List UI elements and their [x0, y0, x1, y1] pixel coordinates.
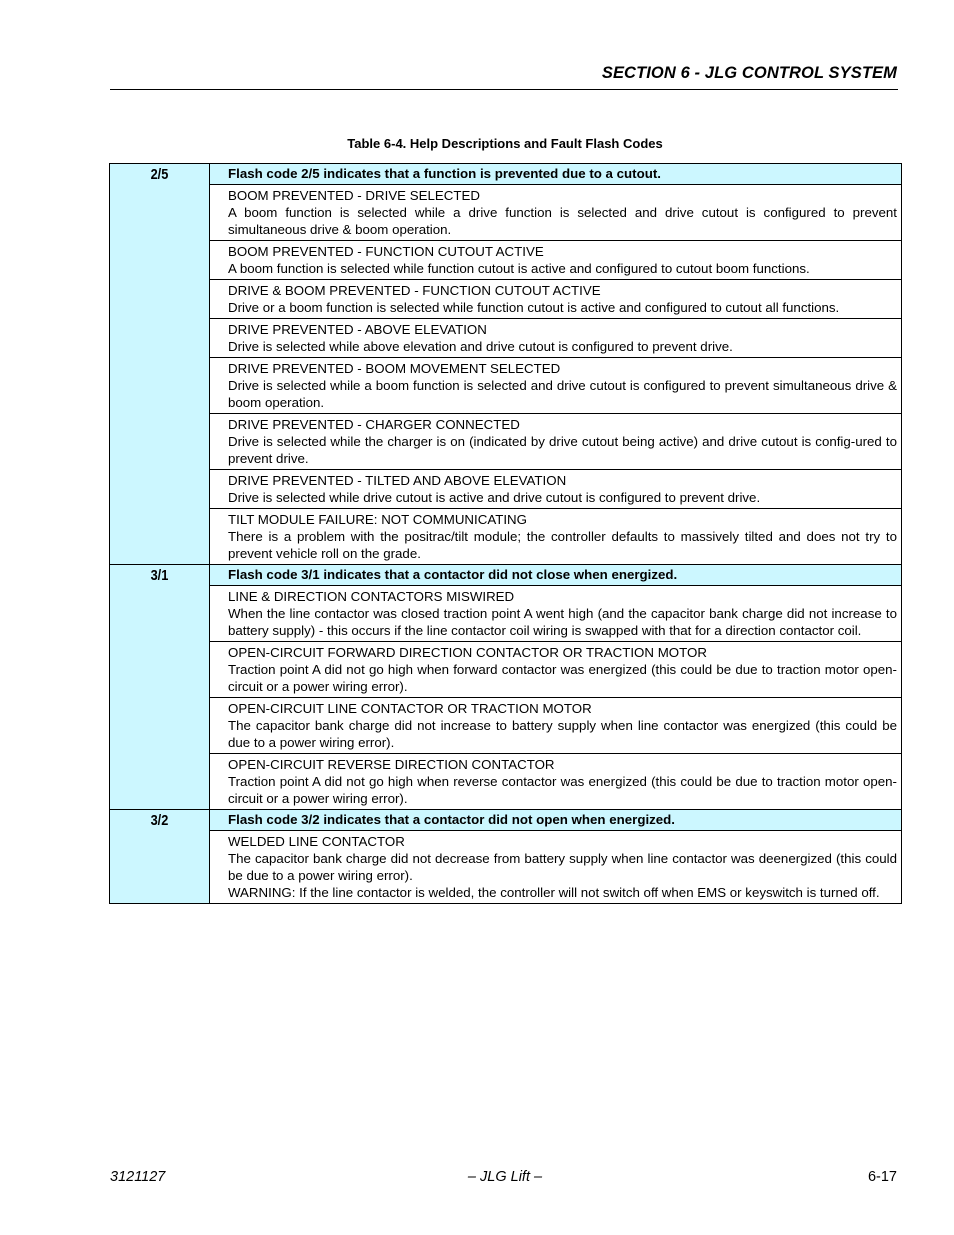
table-row [110, 241, 902, 280]
fault-name: DRIVE PREVENTED - CHARGER CONNECTED [228, 417, 520, 432]
fault-warning-text: WARNING: If the line contactor is welded, the controller will not switch off when EMS or keyswitch is turned off. [228, 885, 880, 900]
table-caption: Table 6-4. Help Descriptions and Fault Flash Codes [347, 136, 663, 151]
fault-name: WELDED LINE CONTACTOR [228, 834, 405, 849]
fault-help-text: There is a problem with the positrac/tilt module; the controller defaults to massively tilted and does not try to prevent vehicle roll on the grade. [228, 529, 897, 561]
fault-help-text: A boom function is selected while function cutout is active and configured to cutout boom functions. [228, 261, 810, 276]
fault-description-cell [210, 586, 902, 642]
table-row [110, 414, 902, 470]
flash-code-cell [110, 164, 210, 565]
fault-description-cell [210, 185, 902, 241]
table-row [110, 754, 902, 810]
fault-description-cell [210, 509, 902, 565]
flash-code-description: Flash code 2/5 indicates that a function is prevented due to a cutout. [210, 164, 902, 185]
footer-brand: – JLG Lift – [467, 1169, 543, 1185]
table-row [110, 280, 902, 319]
fault-name: OPEN-CIRCUIT LINE CONTACTOR OR TRACTION MOTOR [228, 701, 592, 716]
fault-description-cell [210, 319, 902, 358]
flash-code: 3/1 [150, 567, 169, 584]
flash-code-cell [110, 565, 210, 810]
fault-description-cell [210, 280, 902, 319]
fault-name: DRIVE PREVENTED - TILTED AND ABOVE ELEVATION [228, 473, 567, 488]
section-title: SECTION 6 - JLG CONTROL SYSTEM [601, 64, 897, 82]
flash-code-description: Flash code 3/2 indicates that a contactor did not open when energized. [210, 810, 902, 831]
fault-help-text: Drive is selected while a boom function is selected and drive cutout is configured to prevent simultaneous drive & boom operation. [228, 378, 897, 410]
table-row [110, 642, 902, 698]
flash-code-header-row [110, 810, 902, 831]
table-row [110, 586, 902, 642]
fault-name: OPEN-CIRCUIT REVERSE DIRECTION CONTACTOR [228, 757, 555, 772]
flash-code-header-row [110, 565, 902, 586]
fault-description-cell [210, 831, 902, 904]
header-rule [110, 89, 898, 90]
flash-code: 2/5 [150, 166, 169, 183]
fault-help-text: The capacitor bank charge did not decrease from battery supply when line contactor was deenergized (this could be due to a power wiring error). [228, 851, 897, 883]
flash-code-description: Flash code 3/1 indicates that a contactor did not close when energized. [210, 565, 902, 586]
fault-help-text: Drive or a boom function is selected while function cutout is active and configured to cutout all functions. [228, 300, 840, 315]
fault-description-cell [210, 754, 902, 810]
fault-name: OPEN-CIRCUIT FORWARD DIRECTION CONTACTOR OR TRACTION MOTOR [228, 645, 707, 660]
fault-help-text: When the line contactor was closed traction point A went high (and the capacitor bank charge did not increase to battery supply) - this occurs if the line contactor coil wiring is swapped with that for a direction contactor coil. [228, 606, 897, 638]
footer-page-number: 6-17 [867, 1169, 897, 1185]
fault-code-table [109, 163, 902, 904]
fault-help-text: Drive is selected while drive cutout is active and drive cutout is configured to prevent drive. [228, 490, 761, 505]
fault-description-cell [210, 241, 902, 280]
fault-name: BOOM PREVENTED - FUNCTION CUTOUT ACTIVE [228, 244, 544, 259]
fault-name: BOOM PREVENTED - DRIVE SELECTED [228, 188, 480, 203]
flash-code-header-row [110, 164, 902, 185]
fault-help-text: Traction point A did not go high when reverse contactor was energized (this could be due to traction motor open-circuit or a power wiring error). [228, 774, 897, 806]
table-row [110, 358, 902, 414]
table-row [110, 509, 902, 565]
table-row [110, 470, 902, 509]
fault-description-cell [210, 642, 902, 698]
table-row [110, 319, 902, 358]
table-row [110, 831, 902, 904]
fault-name: DRIVE & BOOM PREVENTED - FUNCTION CUTOUT ACTIVE [228, 283, 601, 298]
fault-description-cell [210, 698, 902, 754]
fault-help-text: Drive is selected while above elevation and drive cutout is configured to prevent drive. [228, 339, 733, 354]
footer-doc-number: 3121127 [110, 1169, 166, 1185]
fault-description-cell [210, 414, 902, 470]
fault-help-text: The capacitor bank charge did not increase to battery supply when line contactor was energized (this could be due to a power wiring error). [228, 718, 897, 750]
fault-name: DRIVE PREVENTED - ABOVE ELEVATION [228, 322, 487, 337]
table-row [110, 185, 902, 241]
fault-name: LINE & DIRECTION CONTACTORS MISWIRED [228, 589, 515, 604]
flash-code-cell [110, 810, 210, 904]
fault-description-cell [210, 358, 902, 414]
fault-help-text: Traction point A did not go high when forward contactor was energized (this could be due to traction motor open-circuit or a power wiring error). [228, 662, 897, 694]
fault-help-text: A boom function is selected while a drive function is selected and drive cutout is configured to prevent simultaneous drive & boom operation. [228, 205, 897, 237]
fault-name: TILT MODULE FAILURE: NOT COMMUNICATING [228, 512, 527, 527]
fault-help-text: Drive is selected while the charger is on (indicated by drive cutout being active) and drive cutout is config-ured to prevent drive. [228, 434, 897, 466]
flash-code: 3/2 [150, 812, 169, 829]
table-row [110, 698, 902, 754]
fault-description-cell [210, 470, 902, 509]
fault-name: DRIVE PREVENTED - BOOM MOVEMENT SELECTED [228, 361, 561, 376]
